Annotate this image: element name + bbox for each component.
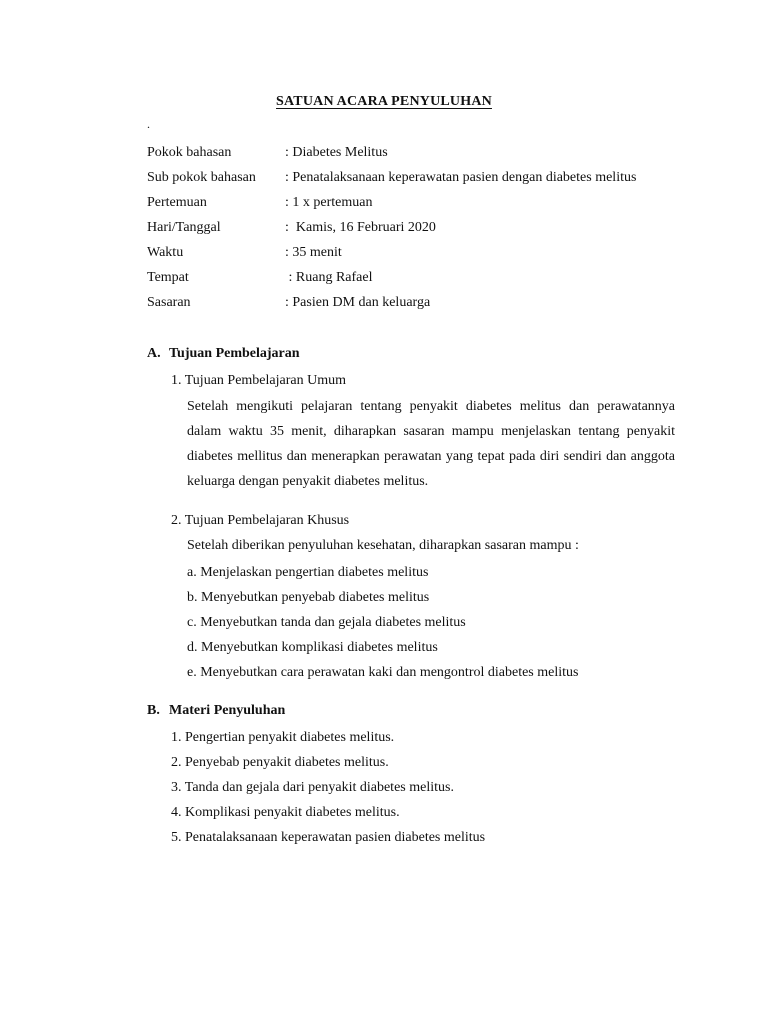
tujuan-umum-paragraph: Setelah mengikuti pelajaran tentang penyakit diabetes melitus dan perawatannya dalam waktu 35 menit, diharapkan sasaran mampu menjelaskan tentang penyakit diabetes mellitus dan menerapkan perawatan yang tepat pada diri sendiri dan anggota keluarga dengan penyakit diabetes melitus. xyxy=(187,399,675,489)
tujuan-khusus-list xyxy=(187,563,578,688)
tujuan-umum-heading: 1. Tujuan Pembelajaran Umum xyxy=(171,373,346,388)
stray-dot: . xyxy=(147,117,150,131)
info-label: Pertemuan xyxy=(147,195,207,210)
section-b-title: Materi Penyuluhan xyxy=(169,703,286,718)
tujuan-khusus-intro: Setelah diberikan penyuluhan kesehatan, diharapkan sasaran mampu : xyxy=(187,538,579,553)
info-value: : 35 menit xyxy=(285,245,342,260)
info-label: Tempat xyxy=(147,270,189,285)
info-label: Sub pokok bahasan xyxy=(147,170,256,185)
info-value: : Pasien DM dan keluarga xyxy=(285,295,431,310)
info-row-pokok-bahasan xyxy=(147,143,707,168)
section-b-heading xyxy=(147,703,285,719)
info-label: Waktu xyxy=(147,245,184,260)
info-row-hari-tanggal xyxy=(147,218,707,243)
list-item: b. Menyebutkan penyebab diabetes melitus xyxy=(187,590,430,605)
list-item: c. Menyebutkan tanda dan gejala diabetes melitus xyxy=(187,615,466,630)
info-label: Pokok bahasan xyxy=(147,145,232,160)
list-item: 2. Penyebab penyakit diabetes melitus. xyxy=(171,755,389,770)
section-a-letter: A. xyxy=(147,346,161,361)
materi-list xyxy=(171,728,485,853)
document-title-text: SATUAN ACARA PENYULUHAN xyxy=(276,94,492,109)
tujuan-khusus-heading: 2. Tujuan Pembelajaran Khusus xyxy=(171,513,350,528)
list-item: e. Menyebutkan cara perawatan kaki dan mengontrol diabetes melitus xyxy=(187,665,579,680)
info-value: : Diabetes Melitus xyxy=(285,145,388,160)
list-item: 4. Komplikasi penyakit diabetes melitus. xyxy=(171,805,400,820)
section-b-letter: B. xyxy=(147,703,160,718)
list-item: 3. Tanda dan gejala dari penyakit diabetes melitus. xyxy=(171,780,454,795)
list-item: 1. Pengertian penyakit diabetes melitus. xyxy=(171,730,395,745)
info-label: Sasaran xyxy=(147,295,191,310)
info-value: : Ruang Rafael xyxy=(285,270,373,285)
section-a-title: Tujuan Pembelajaran xyxy=(169,346,300,361)
list-item: 5. Penatalaksanaan keperawatan pasien diabetes melitus xyxy=(171,830,486,845)
info-row-sub-pokok-bahasan xyxy=(147,168,707,193)
info-table xyxy=(147,143,707,318)
document-title xyxy=(0,94,768,110)
info-value: : 1 x pertemuan xyxy=(285,195,373,210)
info-label: Hari/Tanggal xyxy=(147,220,221,235)
section-a-heading xyxy=(147,346,300,362)
list-item: a. Menjelaskan pengertian diabetes melitus xyxy=(187,565,429,580)
info-row-sasaran xyxy=(147,293,707,318)
info-row-tempat xyxy=(147,268,707,293)
info-value: : Penatalaksanaan keperawatan pasien dengan diabetes melitus xyxy=(285,170,637,185)
list-item: d. Menyebutkan komplikasi diabetes melitus xyxy=(187,640,438,655)
info-row-waktu xyxy=(147,243,707,268)
info-value: : Kamis, 16 Februari 2020 xyxy=(285,220,436,235)
info-row-pertemuan xyxy=(147,193,707,218)
